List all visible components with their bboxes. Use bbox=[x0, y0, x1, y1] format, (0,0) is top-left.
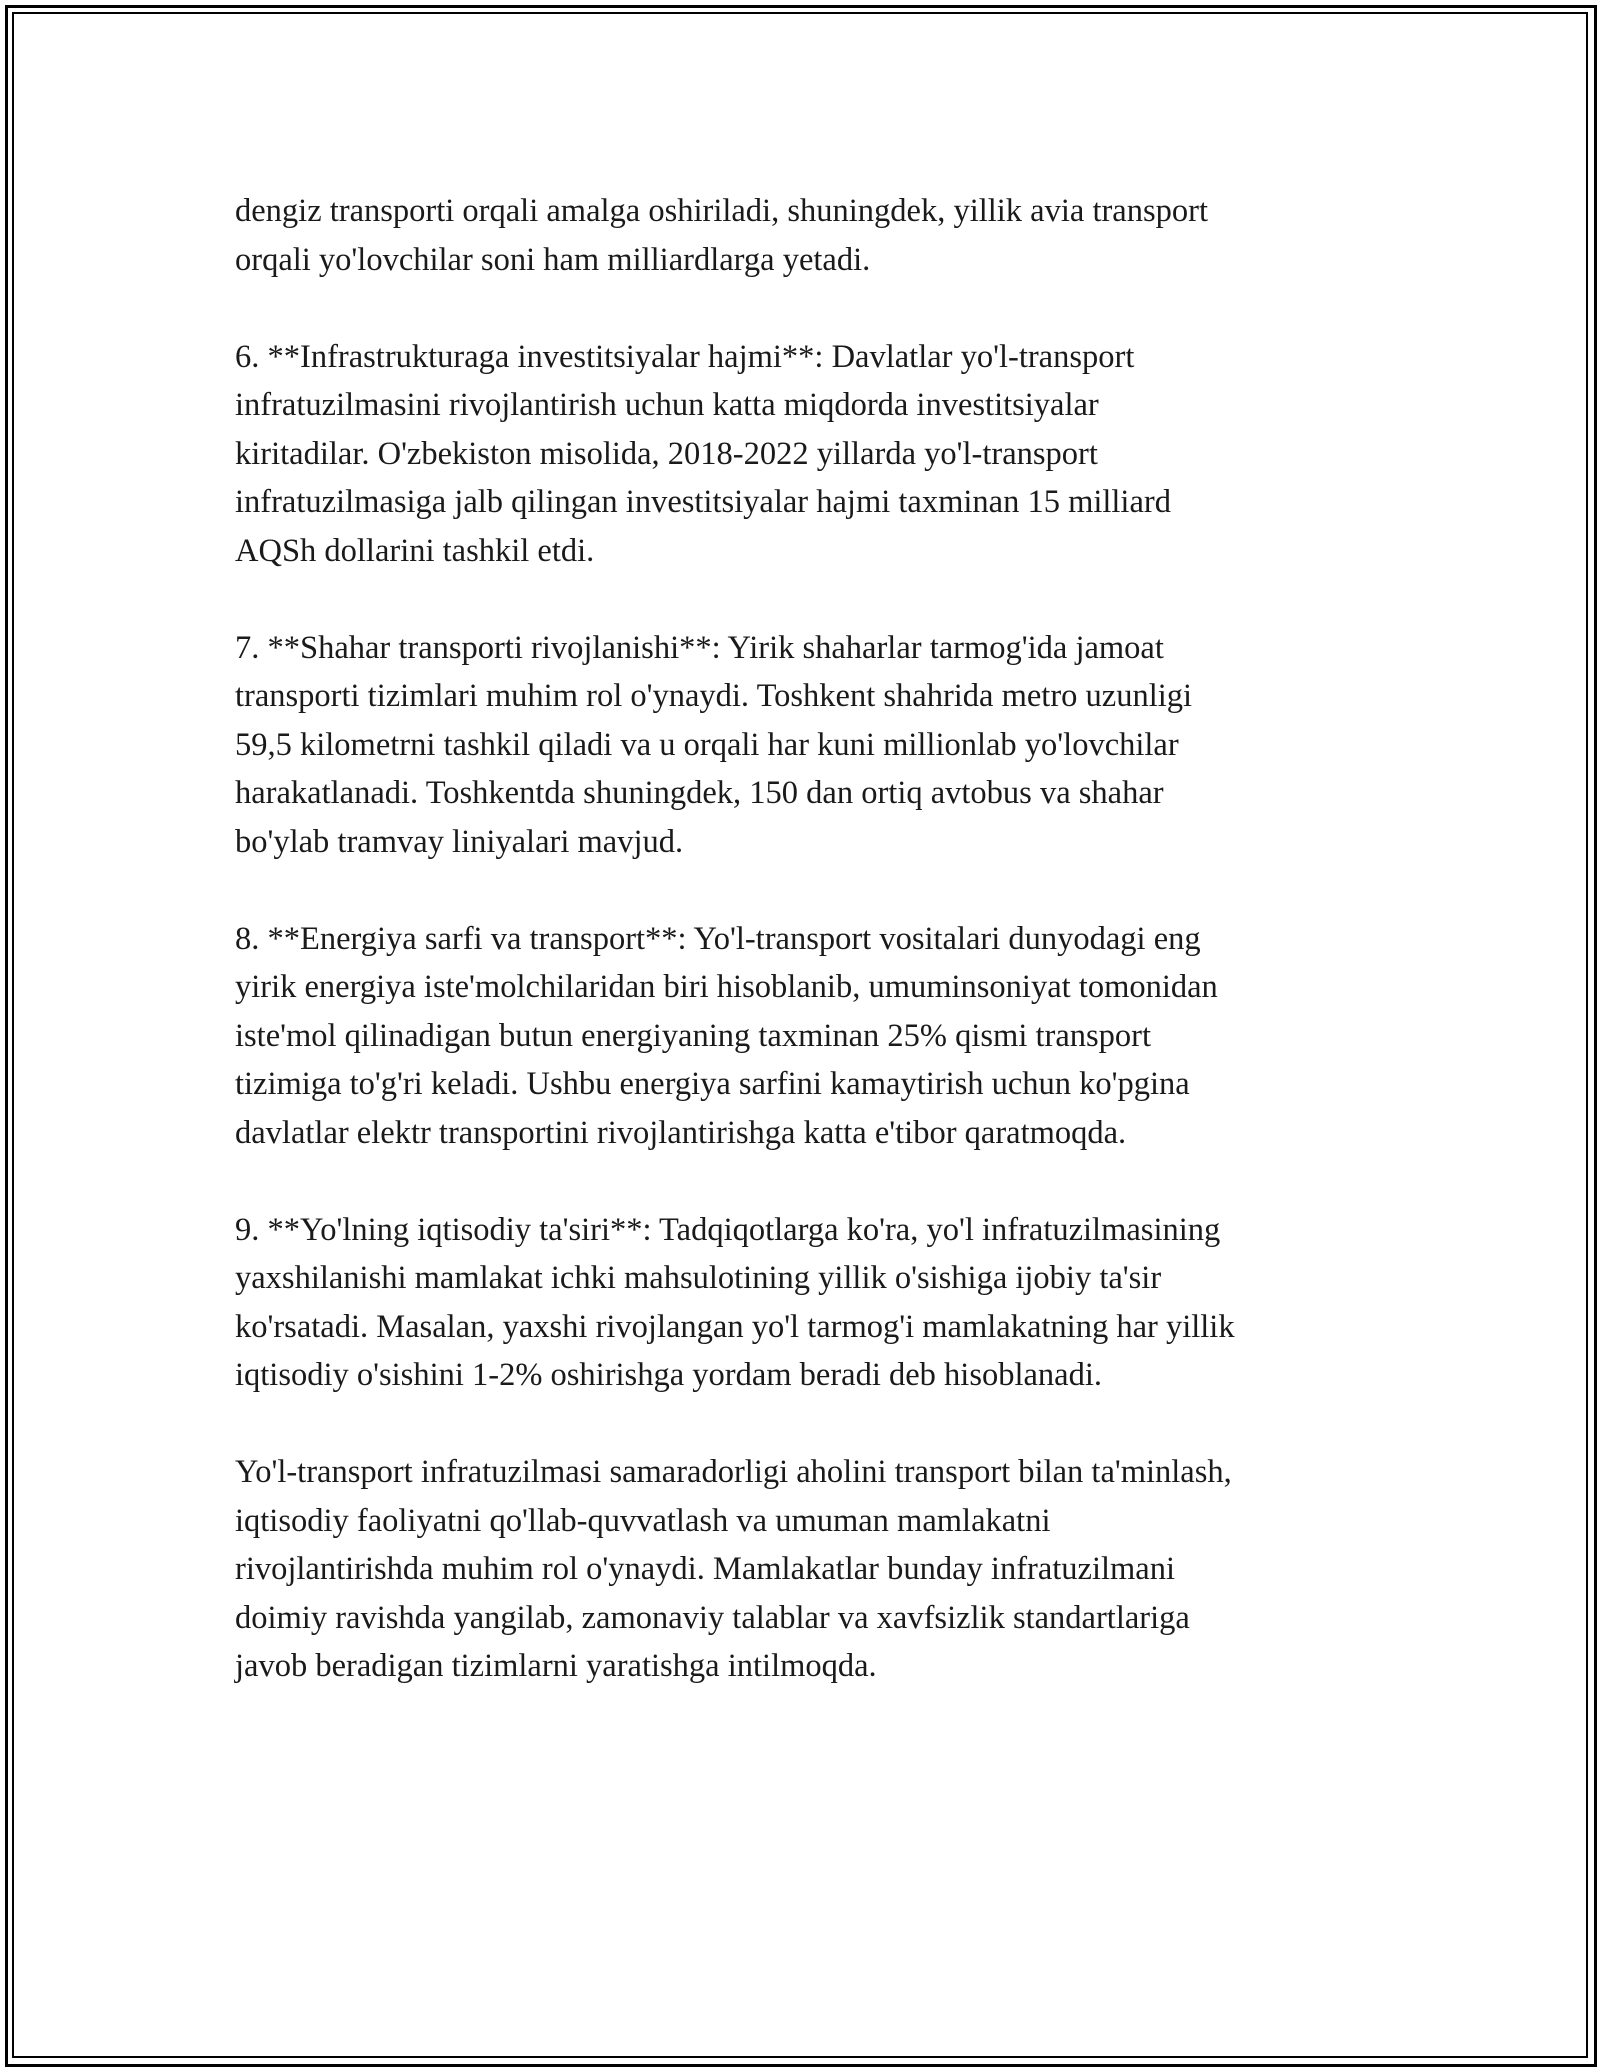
paragraph-item-6 bbox=[235, 333, 1370, 576]
text-line: iste'mol qilinadigan butun energiyaning taxminan 25% qismi transport bbox=[235, 1017, 1152, 1054]
paragraph-item-8 bbox=[235, 915, 1370, 1158]
text-line: kiritadilar. O'zbekiston misolida, 2018-2022 yillarda yo'l-transport bbox=[235, 435, 1098, 472]
text-line: harakatlanadi. Toshkentda shuningdek, 150 dan ortiq avtobus va shahar bbox=[235, 775, 1164, 811]
text-line: rivojlantirishda muhim rol o'ynaydi. Mamlakatlar bunday infratuzilmani bbox=[235, 1551, 1176, 1587]
text-line: infratuzilmasini rivojlantirish uchun katta miqdorda investitsiyalar bbox=[235, 387, 1099, 423]
text-line: 9. **Yo'lning iqtisodiy ta'siri**: Tadqiqotlarga ko'ra, yo'l infratuzilmasining bbox=[235, 1211, 1221, 1248]
paragraph-item-9 bbox=[235, 1206, 1370, 1400]
paragraph-continuation bbox=[235, 187, 1370, 284]
text-line: davlatlar elektr transportini rivojlantirishga katta e'tibor qaratmoqda. bbox=[235, 1114, 1127, 1151]
text-line: iqtisodiy o'sishini 1-2% oshirishga yordam beradi deb hisoblanadi. bbox=[235, 1357, 1102, 1393]
text-line: javob beradigan tizimlarni yaratishga intilmoqda. bbox=[235, 1648, 877, 1684]
text-line: 7. **Shahar transporti rivojlanishi**: Yirik shaharlar tarmog'ida jamoat bbox=[235, 629, 1164, 666]
text-line: yirik energiya iste'molchilaridan biri hisoblanib, umuminsoniyat tomonidan bbox=[235, 969, 1218, 1005]
text-line: infratuzilmasiga jalb qilingan investitsiyalar hajmi taxminan 15 milliard bbox=[235, 484, 1171, 520]
paragraph-conclusion bbox=[235, 1448, 1370, 1691]
text-line: yaxshilanishi mamlakat ichki mahsulotining yillik o'sishiga ijobiy ta'sir bbox=[235, 1260, 1162, 1296]
paragraph-item-7 bbox=[235, 624, 1370, 867]
text-line: doimiy ravishda yangilab, zamonaviy talablar va xavfsizlik standartlariga bbox=[235, 1599, 1190, 1636]
text-line: 6. **Infrastrukturaga investitsiyalar hajmi**: Davlatlar yo'l-transport bbox=[235, 338, 1135, 375]
text-line: ko'rsatadi. Masalan, yaxshi rivojlangan yo'l tarmog'i mamlakatning har yillik bbox=[235, 1308, 1235, 1345]
text-line: orqali yo'lovchilar soni ham milliardlarga yetadi. bbox=[235, 241, 871, 278]
text-line: dengiz transporti orqali amalga oshiriladi, shuningdek, yillik avia transport bbox=[235, 193, 1208, 229]
text-line: tizimiga to'g'ri keladi. Ushbu energiya sarfini kamaytirish uchun ko'pgina bbox=[235, 1066, 1190, 1102]
text-line: transporti tizimlari muhim rol o'ynaydi. Toshkent shahrida metro uzunligi bbox=[235, 678, 1193, 714]
document-body bbox=[235, 187, 1370, 1739]
text-line: Yo'l-transport infratuzilmasi samaradorligi aholini transport bilan ta'minlash, bbox=[235, 1454, 1232, 1490]
text-line: 8. **Energiya sarfi va transport**: Yo'l-transport vositalari dunyodagi eng bbox=[235, 920, 1201, 957]
text-line: bo'ylab tramvay liniyalari mavjud. bbox=[235, 823, 684, 860]
text-line: 59,5 kilometrni tashkil qiladi va u orqali har kuni millionlab yo'lovchilar bbox=[235, 726, 1179, 763]
text-line: AQSh dollarini tashkil etdi. bbox=[235, 532, 595, 569]
text-line: iqtisodiy faoliyatni qo'llab-quvvatlash va umuman mamlakatni bbox=[235, 1502, 1051, 1539]
